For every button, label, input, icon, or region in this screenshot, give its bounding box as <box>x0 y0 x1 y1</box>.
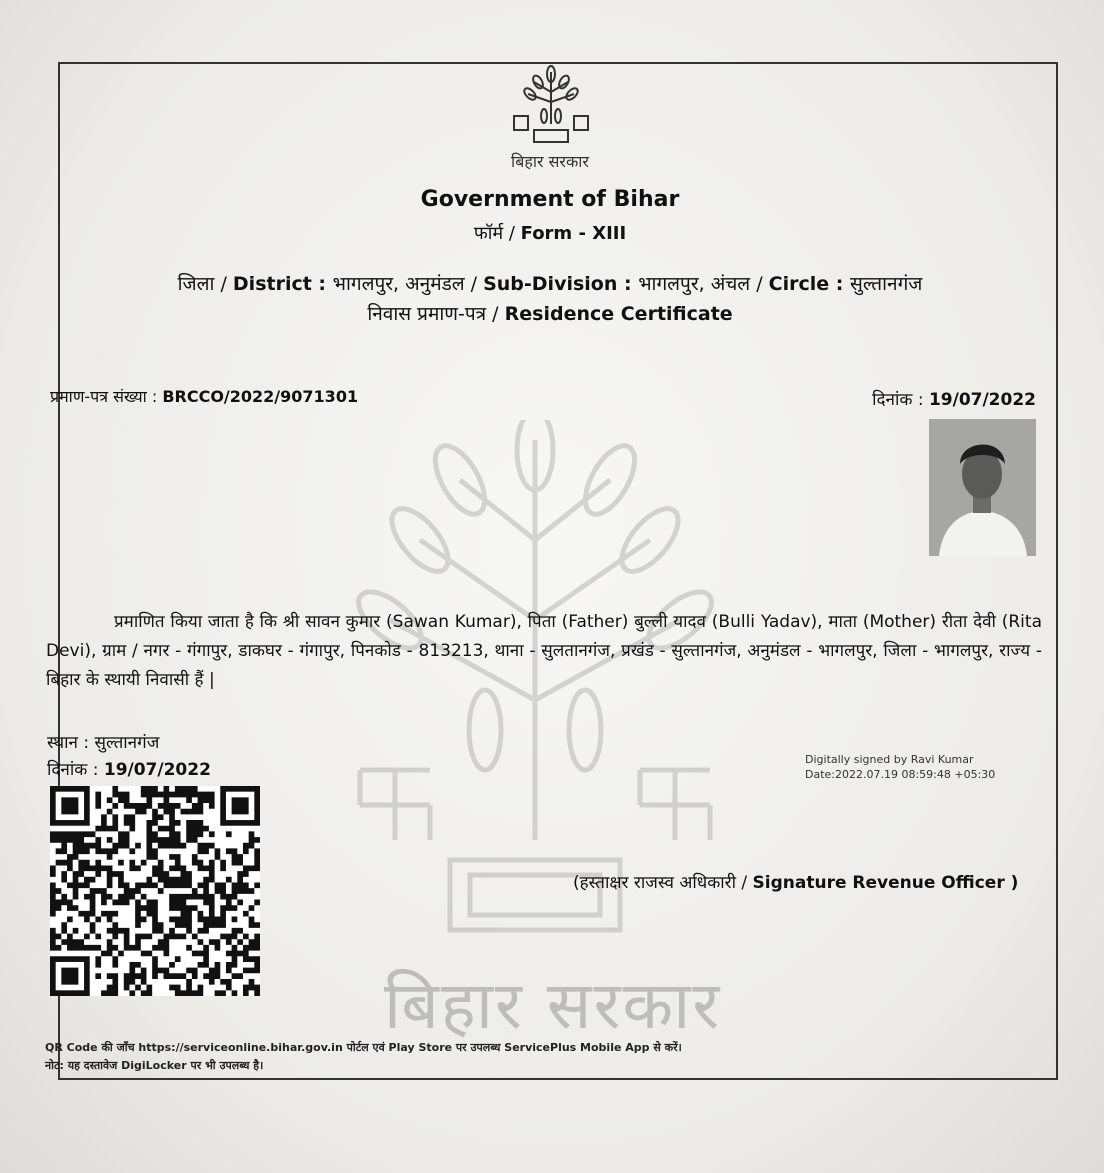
certificate-number-value: BRCCO/2022/9071301 <box>162 387 359 406</box>
bihar-sarkar-watermark-text: बिहार सरकार <box>384 967 722 1044</box>
certificate-number-label: प्रमाण-पत्र संख्या : <box>50 387 163 406</box>
issue-date-value: 19/07/2022 <box>103 760 211 780</box>
certificate-title-hi: निवास प्रमाण-पत्र / <box>367 303 505 325</box>
circle-label-en: Circle : <box>768 273 850 295</box>
certificate-title-en: Residence Certificate <box>504 303 733 325</box>
circle-value: सुल्तानगंज <box>849 273 923 295</box>
district-label-en: District : <box>232 273 333 295</box>
certificate-date <box>872 387 1036 410</box>
subdivision-label-hi: अनुमंडल / <box>405 273 484 295</box>
document-title: Government of Bihar <box>420 187 680 212</box>
form-number <box>300 221 800 245</box>
signature-label-hi: (हस्ताक्षर राजस्व अधिकारी / <box>573 873 753 893</box>
signature-caption <box>573 870 1018 893</box>
form-label-english: Form - XIII <box>520 223 627 244</box>
certification-statement <box>46 608 1042 695</box>
certification-text: प्रमाणित किया जाता है कि श्री सावन कुमार (Sawan Kumar), पिता (Father) बुल्ली यादव (Bulli Yadav), माता (Mother) रीता देवी (Rita Devi), ग्राम / नगर - गंगापुर, डाकघर - गंगापुर, पिनकोड - 813213, थाना - सुलतानगंज, प्रखंड - सुल्तानगंज, अनुमंडल - भागलपुर, जिला - भागलपुर, राज्य - बिहार के स्थायी निवासी हैं | <box>46 612 1042 690</box>
digilocker-note: नोट: यह दस्तावेज DigiLocker पर भी उपलब्ध है। <box>45 1059 264 1072</box>
form-label-hindi: फॉर्म / <box>473 223 521 244</box>
issue-place-value: सुल्तानगंज <box>94 733 160 753</box>
applicant-photo <box>929 419 1036 556</box>
issue-date-label: दिनांक : <box>47 760 104 780</box>
digital-signature-stamp <box>805 752 995 782</box>
certificate-type <box>200 300 900 326</box>
location-line <box>100 270 1000 296</box>
signature-label-en: Signature Revenue Officer ) <box>752 873 1019 893</box>
digital-sign-date: Date:2022.07.19 08:59:48 +05:30 <box>805 768 996 781</box>
subdivision-value: भागलपुर, <box>638 273 711 295</box>
issue-place-label: स्थान : <box>47 733 95 753</box>
state-name-hindi: बिहार सरकार <box>511 152 589 170</box>
subdivision-label-en: Sub-Division : <box>483 273 639 295</box>
certificate-date-value: 19/07/2022 <box>928 390 1036 410</box>
certificate-date-label: दिनांक : <box>872 390 929 410</box>
verification-qr-code[interactable] <box>50 786 260 996</box>
digital-signer: Digitally signed by Ravi Kumar <box>805 753 974 766</box>
qr-code-icon <box>50 786 260 996</box>
bihar-emblem-logo <box>506 64 596 154</box>
certificate-number <box>50 385 358 407</box>
district-label-hi: जिला / <box>177 273 233 295</box>
issue-place <box>47 730 159 753</box>
circle-label-hi: अंचल / <box>710 273 769 295</box>
issue-date <box>47 757 211 780</box>
person-photo-icon <box>929 419 1036 556</box>
qr-verification-note: QR Code की जाँच https://serviceonline.bihar.gov.in पोर्टल एवं Play Store पर उपलब्ध ServicePlus Mobile App से करें। <box>45 1041 682 1054</box>
district-value: भागलपुर, <box>332 273 406 295</box>
